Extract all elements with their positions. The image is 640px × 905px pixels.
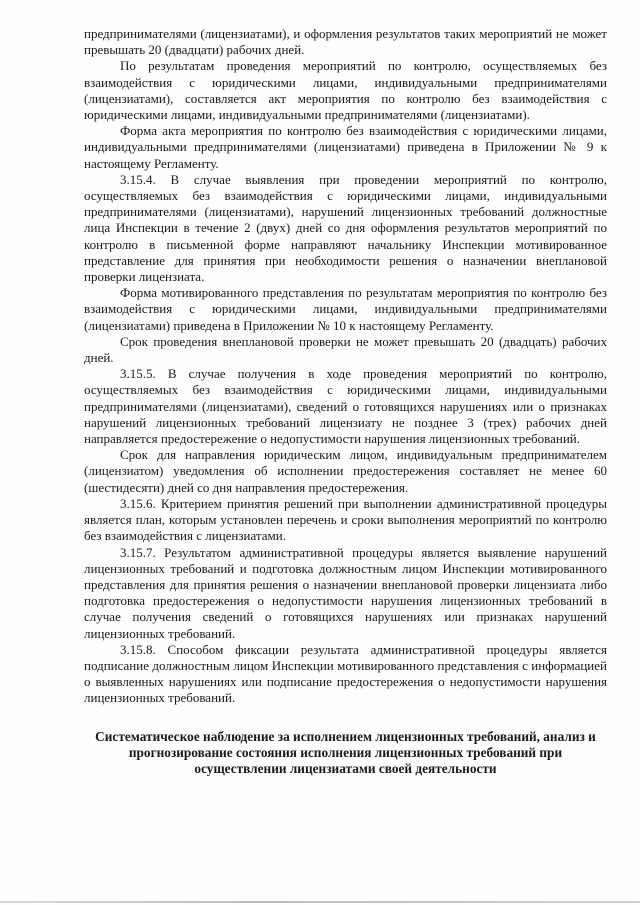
document-body	[84, 26, 607, 778]
paragraph-act-form-appendix-9: Форма акта мероприятия по контролю без взаимодействия с юридическими лицами, индивидуальными предпринимателями (лицензиатами) приведена в Приложении № 9 к настоящему Регламенту.	[84, 123, 607, 171]
paragraph-continuation: предпринимателями (лицензиатами), и оформления результатов таких мероприятий не может превышать 20 (двадцати) рабочих дней.	[84, 26, 607, 58]
paragraph-3-15-7: 3.15.7. Результатом административной процедуры является выявление нарушений лицензионных требований и подготовка должностным лицом Инспекции мотивированного представления для принятия решения о назначении внеплановой проверки лицензиата либо подготовка предостережения о недопустимости нарушения лицензионных требований в случае получения сведений о готовящихся нарушениях или признаках нарушений лицензионных требований.	[84, 544, 607, 641]
scan-edge-line	[0, 901, 640, 903]
paragraph-act-drawn-up: По результатам проведения мероприятий по контролю, осуществляемых без взаимодействия с юридическими лицами, индивидуальными предпринимателями (лицензиатами), составляется акт мероприятия по контролю без взаимодействия с юридическими лицами, индивидуальными предпринимателями (лицензиатами).	[84, 58, 607, 123]
paragraph-3-15-8: 3.15.8. Способом фиксации результата административной процедуры является подписание должностным лицом Инспекции мотивированного представления с информацией о выявленных нарушениях или подписание предостережения о недопустимости нарушения лицензионных требований.	[84, 641, 607, 706]
paragraph-warning-notice-term: Срок для направления юридическим лицом, индивидуальным предпринимателем (лицензиатом) уведомления об исполнении предостережения составляет не менее 60 (шестидесяти) дней со дня направления предостережения.	[84, 447, 607, 495]
section-heading: Систематическое наблюдение за исполнением лицензионных требований, анализ и прогнозирование состояния исполнения лицензионных требований при осуществлении лицензиатами своей деятельности	[95, 728, 596, 777]
paragraph-3-15-5: 3.15.5. В случае получения в ходе проведения мероприятий по контролю, осуществляемых без взаимодействия с юридическими лицами, индивидуальными предпринимателями (лицензиатами), сведений о готовящихся нарушениях или о признаках нарушений лицензионных требований лицензиату не позднее 3 (трех) рабочих дней направляется предостережение о недопустимости нарушения лицензионных требований.	[84, 366, 607, 447]
paragraph-3-15-4: 3.15.4. В случае выявления при проведении мероприятий по контролю, осуществляемых без взаимодействия с юридическими лицами, индивидуальными предпринимателями (лицензиатами), нарушений лицензионных требований должностные лица Инспекции в течение 2 (двух) дней со дня оформления результатов мероприятий по контролю в письменной форме направляют начальнику Инспекции мотивированное представление для принятия при необходимости решения о назначении внеплановой проверки лицензиата.	[84, 171, 607, 285]
paragraph-representation-form-appendix-10: Форма мотивированного представления по результатам мероприятия по контролю без взаимодействия с юридическими лицами, индивидуальными предпринимателями (лицензиатами) приведена в Приложении № 10 к настоящему Регламенту.	[84, 285, 607, 333]
paragraph-3-15-6: 3.15.6. Критерием принятия решений при выполнении административной процедуры является план, которым установлен перечень и сроки выполнения мероприятий по контролю без взаимодействия с лицензиатами.	[84, 495, 607, 544]
paragraph-unscheduled-inspection-term: Срок проведения внеплановой проверки не может превышать 20 (двадцать) рабочих дней.	[84, 333, 607, 366]
